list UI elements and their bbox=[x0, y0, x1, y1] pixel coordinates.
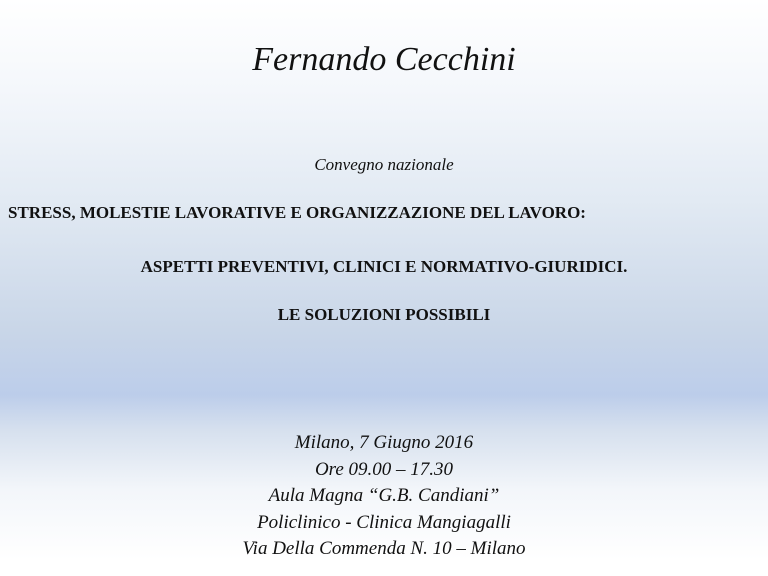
event-type: Convegno nazionale bbox=[314, 155, 454, 174]
event-title-line-1: STRESS, MOLESTIE LAVORATIVE E ORGANIZZAZIONE DEL LAVORO: bbox=[8, 203, 586, 222]
event-date: Milano, 7 Giugno 2016 bbox=[294, 432, 474, 453]
event-venue: Aula Magna “G.B. Candiani” bbox=[268, 485, 500, 506]
author-name: Fernando Cecchini bbox=[252, 41, 516, 78]
event-title-line-3: LE SOLUZIONI POSSIBILI bbox=[277, 305, 491, 324]
event-location: Policlinico - Clinica Mangiagalli bbox=[257, 511, 511, 533]
event-details bbox=[0, 430, 768, 563]
event-title-line-2: ASPETTI PREVENTIVI, CLINICI E NORMATIVO-GIURIDICI. bbox=[140, 257, 628, 276]
event-address: Via Della Commenda N. 10 – Milano bbox=[242, 538, 526, 559]
event-time: Ore 09.00 – 17.30 bbox=[314, 458, 454, 480]
